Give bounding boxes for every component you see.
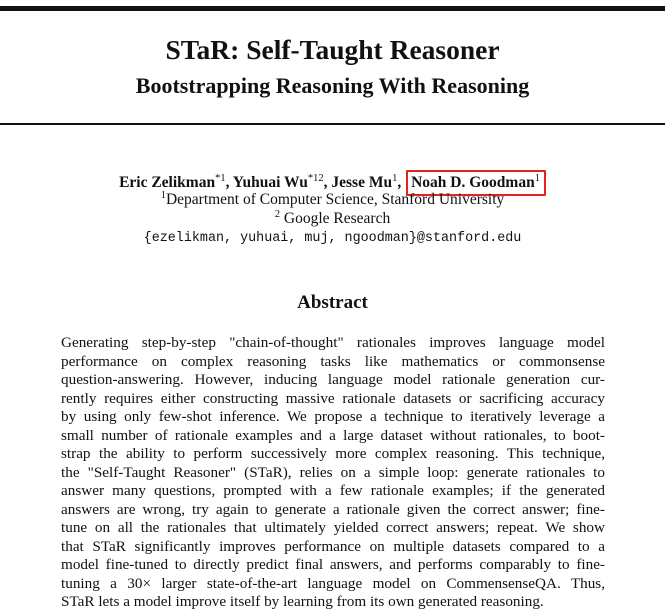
abstract-heading: Abstract (297, 292, 368, 313)
abstract-line: STaR lets a model improve itself by learning from its own generated reasoning. (61, 593, 544, 610)
author-affiliation-mark: *12 (307, 173, 324, 184)
author-name: Eric Zelikman (119, 174, 216, 191)
title-bottom-rule (0, 123, 665, 125)
author-affiliation-mark: *1 (215, 173, 226, 184)
author-name: Noah D. Goodman (411, 174, 535, 191)
author-affiliation-mark: 1 (534, 173, 540, 184)
affiliation-text: Department of Computer Science, Stanford University (165, 191, 505, 208)
abstract-line: performance on complex reasoning tasks like mathematics or commonsense (61, 352, 605, 370)
affiliation-text: Google Research (280, 210, 391, 227)
affiliation-google (0, 209, 665, 229)
abstract-line: answers are wrong, try again to generate a rationale given the correct answer; fine- (61, 500, 605, 518)
abstract-line: model fine-tuned to directly predict final answers, and performs comparably to fine- (61, 556, 605, 573)
abstract-body (61, 334, 605, 612)
author-name: Jesse Mu (331, 174, 393, 191)
abstract-line: strap the ability to perform successively more complex reasoning. This technique, (61, 445, 605, 462)
paper-subtitle: Bootstrapping Reasoning With Reasoning (135, 73, 530, 98)
affiliation-stanford (0, 190, 665, 210)
author-affiliation-mark: 1 (392, 173, 398, 184)
abstract-line: that STaR significantly improves performance on multiple datasets compared to a (61, 537, 605, 555)
abstract-line: small number of rationale examples and a large dataset without rationales, to boot- (61, 426, 605, 444)
author-separator: , (225, 174, 233, 191)
abstract-line: tuning a 30× larger state-of-the-art language model on CommensenseQA. Thus, (61, 574, 605, 592)
abstract-line: the "Self-Taught Reasoner" (STaR), relies on a simple loop: generate rationales to (61, 463, 605, 481)
abstract-line: answer many questions, prompted with a few rationale examples; if the generated (61, 482, 605, 499)
author-separator: , (323, 174, 332, 191)
abstract-line: by using only few-shot inference. We propose a technique to iteratively leverage a (61, 408, 605, 425)
affiliation-mark: 1 (160, 190, 166, 201)
abstract-line: tune on all the rationales that ultimately yielded correct answers; repeat. We show (61, 519, 605, 536)
abstract-line: Generating step-by-step "chain-of-thought" rationales improves language model (61, 334, 605, 351)
abstract-line: question-answering. However, inducing language model rationale generation cur- (61, 371, 605, 388)
affiliation-mark: 2 (274, 209, 281, 220)
top-rule (0, 6, 665, 11)
author-separator: , (397, 174, 406, 191)
author-emails: {ezelikman, yuhuai, muj, ngoodman}@stanford.edu (143, 231, 522, 246)
paper-title: STaR: Self-Taught Reasoner (165, 34, 500, 65)
author-name: Yuhuai Wu (232, 174, 308, 191)
abstract-line: rently requires either constructing massive rationale datasets or sacrificing accuracy (61, 389, 605, 407)
